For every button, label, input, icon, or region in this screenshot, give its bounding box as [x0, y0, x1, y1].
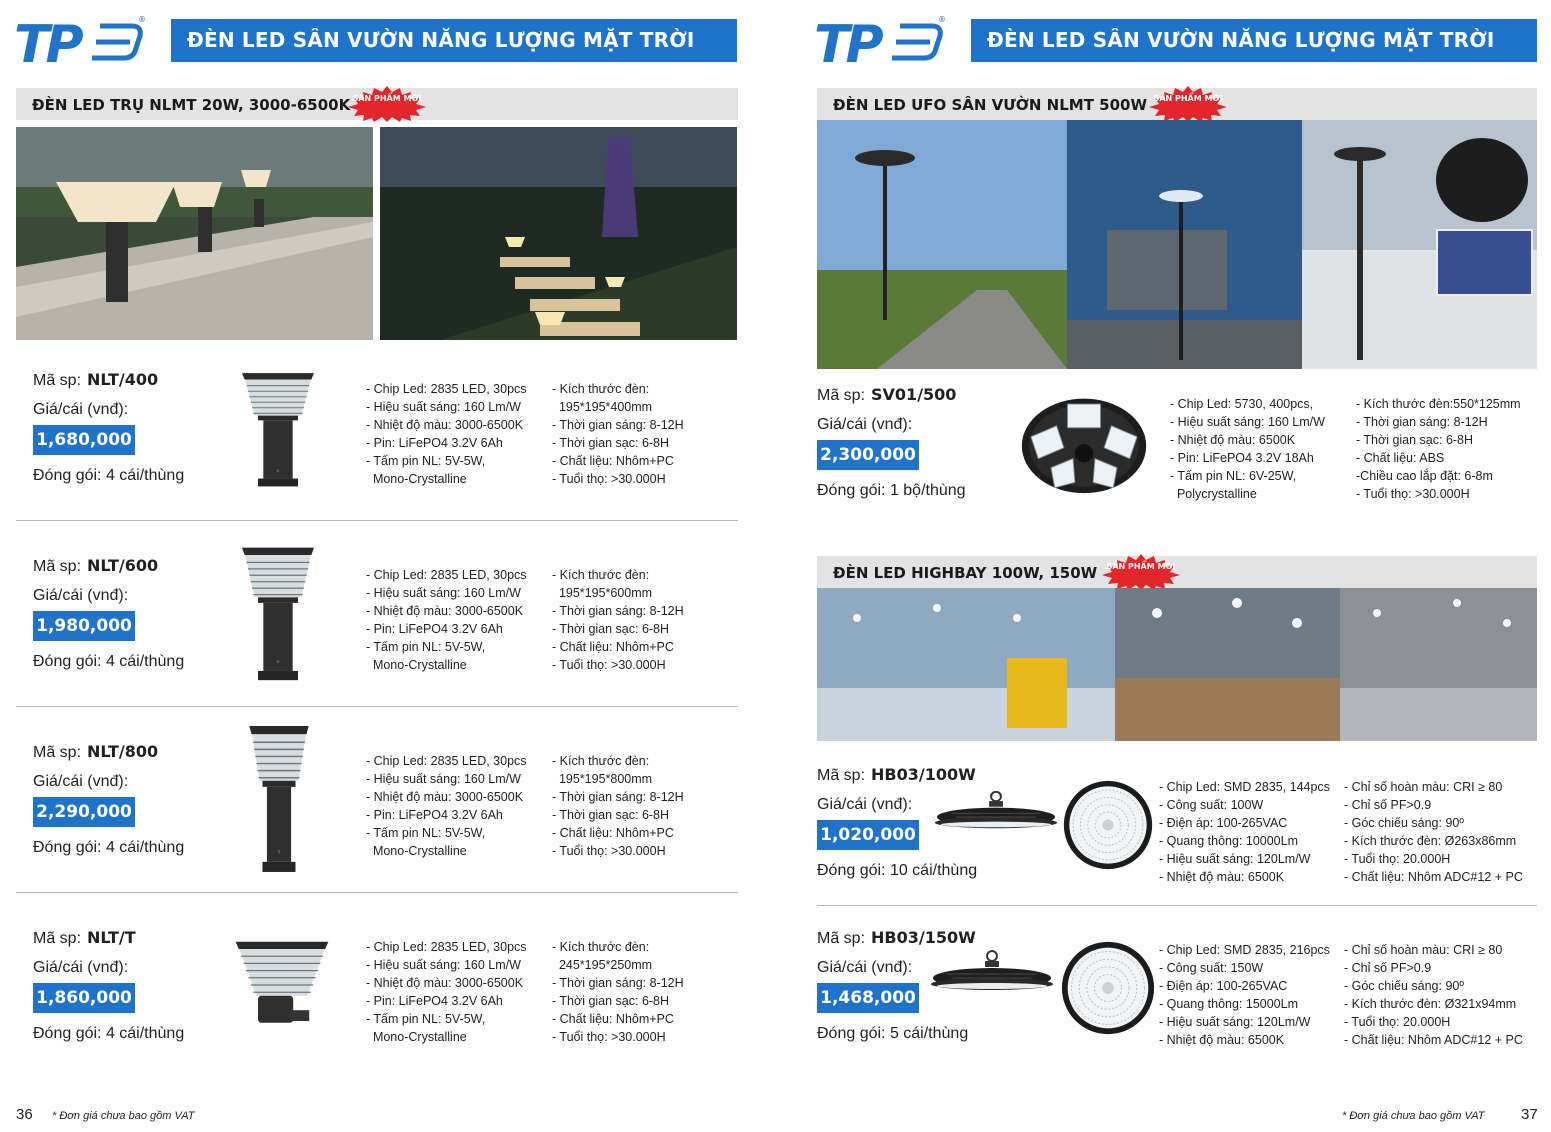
highbay-front-image — [1060, 940, 1156, 1036]
new-product-badge — [1100, 554, 1182, 590]
product-code: NLT/400 — [87, 370, 159, 389]
spec-line: - Thời gian sạc: 6-8H — [552, 436, 670, 450]
spec-line: Polycrystalline — [1170, 487, 1257, 501]
spec-line: - Hiệu suất sáng: 160 Lm/W — [366, 772, 521, 786]
specs-column-b — [552, 566, 684, 674]
spec-line: - Nhiệt độ màu: 3000-6500K — [366, 418, 524, 432]
spec-line: - Thời gian sáng: 8-12H — [1356, 415, 1488, 429]
spec-line: - Tấm pin NL: 5V-5W, — [366, 640, 486, 654]
product-code-row — [817, 928, 976, 948]
price-box: 1,980,000 — [33, 611, 135, 641]
spec-line: - Chất liệu: Nhôm+PC — [552, 826, 674, 840]
product-image-nltt — [234, 940, 330, 1030]
spec-line: - Quang thông: 15000Lm — [1159, 997, 1298, 1011]
spec-line: 195*195*600mm — [552, 586, 653, 600]
spec-line: - Thời gian sáng: 8-12H — [552, 604, 684, 618]
price-label: Giá/cái (vnđ): — [33, 773, 129, 790]
spec-line: Mono-Crystalline — [366, 658, 467, 672]
product-code: NLT/T — [87, 928, 136, 947]
spec-line: - Tuổi thọ: >30.000H — [552, 1030, 666, 1044]
spec-line: - Tuổi thọ: >30.000H — [552, 844, 666, 858]
spec-line: - Chip Led: 2835 LED, 30pcs — [366, 940, 527, 954]
spec-line: - Kích thước đèn:550*125mm — [1356, 397, 1521, 411]
product-image-sv01 — [1020, 395, 1148, 495]
spec-line: - Kích thước đèn: Ø321x94mm — [1344, 997, 1517, 1011]
spec-line: - Chỉ số PF>0.9 — [1344, 961, 1432, 975]
vat-note: * Đơn giá chưa bao gồm VAT — [1342, 1110, 1485, 1122]
spec-line: - Chip Led: 2835 LED, 30pcs — [366, 754, 527, 768]
spec-line: - Nhiệt độ màu: 6500K — [1159, 870, 1285, 884]
spec-line: - Chất liệu: Nhôm+PC — [552, 454, 674, 468]
badge-text: SẢN PHẨM MỚI — [1153, 94, 1223, 103]
spec-line: Mono-Crystalline — [366, 1030, 467, 1044]
product-code-label: Mã sp: — [33, 930, 82, 947]
specs-column-a — [366, 938, 527, 1046]
spec-line: - Tuổi thọ: >30.000H — [1356, 487, 1470, 501]
product-code-label: Mã sp: — [33, 558, 82, 575]
product-code: NLT/800 — [87, 742, 159, 761]
spec-line: - Chất liệu: ABS — [1356, 451, 1445, 465]
price-box: 1,020,000 — [817, 820, 919, 850]
product-code-label: Mã sp: — [817, 387, 866, 404]
product-image-nlt400 — [238, 370, 318, 488]
section-header-bollard — [16, 88, 738, 120]
spec-line: - Công suất: 100W — [1159, 798, 1264, 812]
specs-column-b — [1344, 941, 1523, 1049]
badge-text: SẢN PHẨM MỚI — [352, 94, 422, 103]
spec-line: - Hiệu suất sáng: 120Lm/W — [1159, 1015, 1311, 1029]
spec-line: - Nhiệt độ màu: 3000-6500K — [366, 976, 524, 990]
price-label: Giá/cái (vnđ): — [817, 959, 913, 976]
spec-line: - Chip Led: 2835 LED, 30pcs — [366, 382, 527, 396]
highbay-side-image — [932, 789, 1060, 845]
spec-line: - Chất liệu: Nhôm ADC#12 + PC — [1344, 1033, 1523, 1047]
spec-line: - Nhiệt độ màu: 6500K — [1170, 433, 1296, 447]
spec-line: -Chiều cao lắp đặt: 6-8m — [1356, 469, 1493, 483]
spec-line: - Góc chiếu sáng: 90º — [1344, 979, 1464, 993]
spec-line: - Tuổi thọ: 20.000H — [1344, 1015, 1451, 1029]
spec-line: - Chất liệu: Nhôm+PC — [552, 640, 674, 654]
spec-line: - Chip Led: SMD 2835, 216pcs — [1159, 943, 1330, 957]
spec-line: - Tuổi thọ: >30.000H — [552, 472, 666, 486]
spec-line: - Chip Led: 5730, 400pcs, — [1170, 397, 1314, 411]
spec-line: - Công suất: 150W — [1159, 961, 1264, 975]
section-header-highbay — [817, 556, 1537, 588]
product-code-row — [33, 742, 158, 762]
page-number: 36 — [16, 1106, 33, 1123]
specs-column-b — [552, 752, 684, 860]
specs-column-a — [366, 752, 527, 860]
catalog-page-right — [776, 0, 1551, 1132]
product-image-nlt600 — [238, 544, 318, 682]
spec-line: - Tấm pin NL: 5V-5W, — [366, 826, 486, 840]
spec-line: - Thời gian sạc: 6-8H — [1356, 433, 1474, 447]
section-title: ĐÈN LED HIGHBAY 100W, 150W — [833, 564, 1098, 582]
spec-line: - Quang thông: 10000Lm — [1159, 834, 1298, 848]
product-code-row — [33, 928, 136, 948]
spec-line: - Thời gian sáng: 8-12H — [552, 418, 684, 432]
spec-line: - Pin: LiFePO4 3.2V 6Ah — [366, 808, 503, 822]
spec-line: - Hiệu suất sáng: 160 Lm/W — [366, 586, 521, 600]
spec-line: - Pin: LiFePO4 3.2V 18Ah — [1170, 451, 1314, 465]
spec-line: - Chất liệu: Nhôm ADC#12 + PC — [1344, 870, 1523, 884]
section-header-ufo — [817, 88, 1537, 120]
highbay-front-image — [1062, 779, 1154, 871]
spec-line: Mono-Crystalline — [366, 844, 467, 858]
spec-line: - Nhiệt độ màu: 6500K — [1159, 1033, 1285, 1047]
badge-text: SẢN PHẨM MỚI — [1106, 562, 1176, 571]
specs-column-a — [1170, 395, 1325, 503]
spec-line: 245*195*250mm — [552, 958, 653, 972]
spec-line: - Chỉ số hoàn màu: CRI ≥ 80 — [1344, 943, 1503, 957]
section-title: ĐÈN LED UFO SÂN VƯỜN NLMT 500W — [833, 96, 1148, 114]
spec-line: - Pin: LiFePO4 3.2V 6Ah — [366, 436, 503, 450]
price-box: 2,290,000 — [33, 797, 135, 827]
new-product-badge — [346, 86, 428, 122]
product-code: SV01/500 — [871, 385, 957, 404]
spec-line: - Hiệu suất sáng: 120Lm/W — [1159, 852, 1311, 866]
spec-line: - Nhiệt độ màu: 3000-6500K — [366, 790, 524, 804]
spec-line: - Tấm pin NL: 6V-25W, — [1170, 469, 1297, 483]
price-box: 1,468,000 — [817, 983, 919, 1013]
price-box: 2,300,000 — [817, 440, 919, 470]
spec-line: - Chất liệu: Nhôm+PC — [552, 1012, 674, 1026]
spec-line: - Tuổi thọ: >30.000H — [552, 658, 666, 672]
spec-line: - Kích thước đèn: — [552, 940, 650, 954]
specs-column-b — [1344, 778, 1523, 886]
spec-line: - Kích thước đèn: — [552, 568, 650, 582]
specs-column-a — [1159, 778, 1330, 886]
spec-line: - Thời gian sạc: 6-8H — [552, 622, 670, 636]
catalog-page-left — [0, 0, 775, 1132]
packaging-info: Đóng gói: 10 cái/thùng — [817, 862, 978, 879]
spec-line: - Góc chiếu sáng: 90º — [1344, 816, 1464, 830]
spec-line: - Kích thước đèn: — [552, 382, 650, 396]
product-code-label: Mã sp: — [817, 767, 866, 784]
specs-column-a — [366, 566, 527, 674]
product-code-row — [817, 385, 956, 405]
spec-line: 195*195*400mm — [552, 400, 653, 414]
product-divider — [16, 520, 738, 521]
product-code-row — [33, 370, 158, 390]
vat-note: * Đơn giá chưa bao gồm VAT — [52, 1110, 195, 1122]
price-label: Giá/cái (vnđ): — [33, 959, 129, 976]
spec-line: - Pin: LiFePO4 3.2V 6Ah — [366, 994, 503, 1008]
tp-logo — [814, 12, 949, 70]
page-number: 37 — [1521, 1106, 1538, 1123]
product-code: HB03/100W — [871, 765, 976, 784]
highbay-side-image — [928, 948, 1056, 1008]
packaging-info: Đóng gói: 4 cái/thùng — [33, 1025, 185, 1042]
spec-line: - Hiệu suất sáng: 160 Lm/W — [1170, 415, 1325, 429]
product-code-label: Mã sp: — [33, 372, 82, 389]
price-label: Giá/cái (vnđ): — [33, 587, 129, 604]
product-divider — [16, 892, 738, 893]
spec-line: - Thời gian sáng: 8-12H — [552, 976, 684, 990]
spec-line: - Tuổi thọ: 20.000H — [1344, 852, 1451, 866]
product-divider — [817, 905, 1537, 906]
specs-column-a — [366, 380, 527, 488]
spec-line: - Điện áp: 100-265VAC — [1159, 979, 1288, 993]
price-label: Giá/cái (vnđ): — [817, 796, 913, 813]
spec-line: - Kích thước đèn: — [552, 754, 650, 768]
price-box: 1,680,000 — [33, 425, 135, 455]
spec-line: - Thời gian sáng: 8-12H — [552, 790, 684, 804]
price-label: Giá/cái (vnđ): — [33, 401, 129, 418]
product-code-row — [817, 765, 976, 785]
spec-line: - Hiệu suất sáng: 160 Lm/W — [366, 958, 521, 972]
spec-line: - Pin: LiFePO4 3.2V 6Ah — [366, 622, 503, 636]
spec-line: - Tấm pin NL: 5V-5W, — [366, 454, 486, 468]
specs-column-b — [552, 938, 684, 1046]
specs-column-a — [1159, 941, 1330, 1049]
product-code: NLT/600 — [87, 556, 159, 575]
highbay-warehouse-photo — [817, 588, 1537, 741]
packaging-info: Đóng gói: 5 cái/thùng — [817, 1025, 969, 1042]
spec-line: - Nhiệt độ màu: 3000-6500K — [366, 604, 524, 618]
spec-line: - Hiệu suất sáng: 160 Lm/W — [366, 400, 521, 414]
new-product-badge — [1147, 86, 1229, 122]
packaging-info: Đóng gói: 4 cái/thùng — [33, 653, 185, 670]
bollard-pathway-photo — [16, 127, 373, 340]
spec-line: - Điện áp: 100-265VAC — [1159, 816, 1288, 830]
specs-column-b — [1356, 395, 1521, 503]
product-image-nlt800 — [246, 722, 312, 874]
spec-line: - Chip Led: 2835 LED, 30pcs — [366, 568, 527, 582]
bollard-stairs-photo — [380, 127, 737, 340]
spec-line: - Tấm pin NL: 5V-5W, — [366, 1012, 486, 1026]
spec-line: - Chỉ số PF>0.9 — [1344, 798, 1432, 812]
packaging-info: Đóng gói: 1 bộ/thùng — [817, 482, 966, 499]
specs-column-b — [552, 380, 684, 488]
spec-line: Mono-Crystalline — [366, 472, 467, 486]
product-code-label: Mã sp: — [33, 744, 82, 761]
product-code: HB03/150W — [871, 928, 976, 947]
product-code-row — [33, 556, 158, 576]
ufo-light-photo — [817, 120, 1537, 369]
page-banner: ĐÈN LED SÂN VƯỜN NĂNG LƯỢNG MẶT TRỜI — [971, 19, 1537, 62]
spec-line: - Thời gian sạc: 6-8H — [552, 994, 670, 1008]
price-label: Giá/cái (vnđ): — [817, 416, 913, 433]
product-divider — [16, 706, 738, 707]
tp-logo — [14, 12, 149, 70]
page-banner: ĐÈN LED SÂN VƯỜN NĂNG LƯỢNG MẶT TRỜI — [171, 19, 737, 62]
price-box: 1,860,000 — [33, 983, 135, 1013]
packaging-info: Đóng gói: 4 cái/thùng — [33, 467, 185, 484]
section-title: ĐÈN LED TRỤ NLMT 20W, 3000-6500K — [32, 96, 351, 114]
spec-line: - Chỉ số hoàn màu: CRI ≥ 80 — [1344, 780, 1503, 794]
packaging-info: Đóng gói: 4 cái/thùng — [33, 839, 185, 856]
spec-line: - Chip Led: SMD 2835, 144pcs — [1159, 780, 1330, 794]
spec-line: - Kích thước đèn: Ø263x86mm — [1344, 834, 1517, 848]
product-code-label: Mã sp: — [817, 930, 866, 947]
spec-line: - Thời gian sạc: 6-8H — [552, 808, 670, 822]
spec-line: 195*195*800mm — [552, 772, 653, 786]
